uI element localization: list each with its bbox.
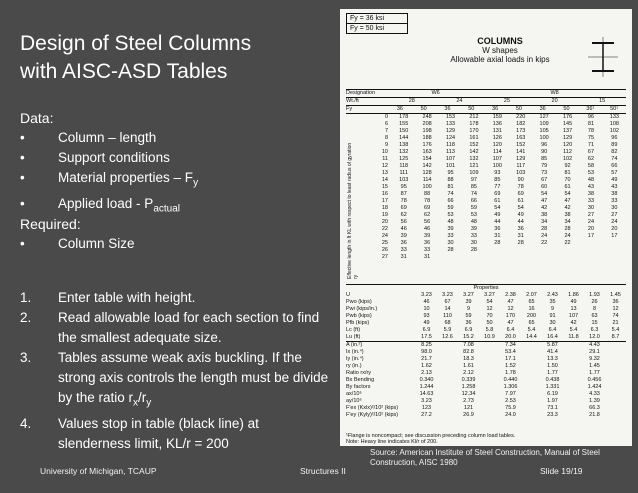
caption-title: COLUMNS — [477, 36, 523, 46]
steps-section — [20, 288, 332, 454]
property-row: U 3.23 3.23 3.27 3.27 2.38 2.07 2.43 1.86 1.93 1.45 — [346, 292, 621, 298]
property-row: Lu (ft) 17.5 12.6 15.2 10.9 20.0 14.4 16.4 11.8 12.0 8.7 — [346, 334, 620, 340]
table-row: 9 138 176 118 152 120 152 96 120 71 89 — [384, 142, 618, 148]
pactual-subscript: actual — [153, 203, 180, 215]
fy-50: Fy = 50 ksi — [350, 25, 385, 32]
designation-row: Designation W6 W8 — [346, 89, 626, 97]
table-row: 16 87 88 74 74 69 69 54 54 38 38 — [381, 191, 618, 197]
data-item: • Applied load - $P_{actual}$ — [20, 195, 180, 215]
table-row: 11 125 154 107 132 107 129 85 102 62 74 — [382, 156, 618, 162]
load-grid — [346, 89, 626, 261]
property-row: Pfb (kips) 49 68 36 50 47 65 30 42 15 21 — [346, 320, 619, 326]
data-item: • Material properties – $F_y$ — [20, 170, 199, 189]
table-row: 12 118 142 101 121 100 117 79 92 58 66 — [381, 163, 618, 169]
required-item: • Column Size — [20, 236, 135, 251]
property-row: ax/10⁶ 14.63 12.34 7.97 6.19 4.33 — [346, 391, 600, 397]
source-citation: Source: American Institute of Steel Construction, Manual of Steel Construction, AISC 1980 — [370, 448, 600, 467]
property-row: Pwb (kips) 93 110 59 70 170 200 91 107 63 74 — [346, 313, 619, 319]
data-item: • Column – length — [20, 130, 157, 145]
table-notes — [346, 433, 515, 445]
note-heavy-line: Note: Heavy line indicates Kl/r of 200. — [346, 439, 438, 445]
table-row: 27 31 31 — [381, 254, 431, 260]
property-row: Pwi (kips/in.) 10 14 9 12 12 16 9 13 8 12 — [346, 306, 619, 312]
side-label: Effective length in ft KL with respect to least radius of gyration ry — [347, 142, 359, 279]
table-row: 6 155 208 133 178 136 182 109 145 81 108 — [384, 121, 619, 127]
required-label: Required: — [20, 216, 81, 232]
properties-label: Properties — [346, 284, 626, 292]
fy-subscript: y — [193, 177, 199, 189]
slide-title — [20, 30, 340, 86]
slide-title-line2: with AISC-ASD Tables — [20, 60, 228, 83]
table-row: 7 150 198 129 170 131 173 105 137 78 102 — [384, 128, 619, 134]
table-row: 20 56 56 48 48 44 44 34 34 24 24 — [381, 219, 618, 225]
wide-flange-section-icon — [588, 37, 618, 77]
table-row: 14 103 114 88 97 85 90 67 70 48 49 — [381, 177, 618, 183]
table-caption — [440, 37, 560, 64]
property-row: By factors 1.244 1.258 1.306 1.331 1.424 — [346, 384, 602, 390]
slide-title-line1: Design of Steel Columns — [20, 32, 252, 55]
column-load-table — [340, 9, 632, 446]
table-row: 8 144 188 124 161 126 163 100 129 75 96 — [384, 135, 618, 141]
step-item: 1. Enter table with height. — [20, 290, 196, 305]
data-section — [20, 108, 320, 219]
property-row: Iy (in.⁴) 21.7 18.3 17.1 13.3 9.32 — [346, 356, 600, 362]
property-row: F'ex (Kxlx)²/10² (kips) 123 121 75.9 73.1 66.3 — [346, 405, 600, 411]
fy-36: Fy = 36 ksi — [347, 14, 407, 24]
properties-grid — [346, 284, 626, 419]
table-row: 10 132 163 113 142 114 141 90 112 67 82 — [381, 149, 618, 155]
data-label: Data: — [20, 110, 54, 126]
property-row: ry (in.) 1.62 1.61 1.52 1.50 1.45 — [346, 363, 600, 369]
table-row: 13 111 128 95 109 93 103 73 81 53 57 — [381, 170, 618, 176]
step-item: 3. Tables assume weak axis buckling. If the strong axis controls the length must be divide by the ratio $r_x/r_y$ — [20, 350, 329, 409]
fy-box — [346, 13, 408, 34]
step-item: 2. Read allowable load for each section to find the smallest adequate size. — [20, 310, 320, 345]
table-row: 19 62 62 53 53 49 49 38 38 27 27 — [381, 212, 618, 218]
property-row: Ratio rx/ry 2.13 2.12 1.78 1.77 1.77 — [346, 370, 600, 376]
table-row: 26 33 33 28 28 — [381, 247, 477, 253]
caption-desc: Allowable axial loads in kips — [450, 55, 550, 64]
table-row: 15 95 100 81 85 77 78 60 61 43 43 — [381, 184, 618, 190]
property-row: ay/10⁶ 3.23 2.73 2.53 1.97 1.39 — [346, 398, 600, 404]
footer-center: Structures II — [300, 466, 346, 476]
step-item: 4. Values stop in table (black line) at slenderness limit, KL/r = 200 — [20, 415, 259, 451]
footer-right: Slide 19/19 — [540, 466, 583, 476]
required-section — [20, 214, 320, 254]
table-row: 22 46 46 39 39 36 36 28 28 20 20 — [381, 226, 618, 232]
property-row: Pwo (kips) 46 67 39 54 47 65 35 49 26 36 — [346, 299, 619, 305]
fy-row: Fy 36 50 36 50 36 50 36 50 36¹ 50¹ — [346, 105, 626, 113]
property-row: A (in.²) 8.25 7.08 7.34 5.87 4.43 — [346, 341, 626, 349]
table-row: 17 78 78 66 66 61 61 47 47 33 33 — [381, 198, 618, 204]
caption-sub: W shapes — [482, 46, 518, 55]
data-item: • Support conditions — [20, 150, 170, 165]
property-row: F'ey (Kyly)²/10² (kips) 27.2 26.9 24.0 23.3 21.8 — [346, 412, 600, 418]
property-row: Bx Bending 0.340 0.339 0.440 0.438 0.456 — [346, 377, 602, 383]
table-row: 25 36 36 30 30 28 28 22 22 — [381, 240, 571, 246]
note-flange: ¹Flange is noncompact; see discussion preceding column load tables. — [346, 433, 516, 439]
property-row: Lc (ft) 6.9 5.9 6.9 5.8 6.4 5.4 6.4 5.4 6.3 5.4 — [346, 327, 620, 333]
property-row: Ix (in.⁴) 98.0 82.8 53.4 41.4 29.1 — [346, 349, 600, 355]
table-row: 24 39 39 33 33 31 31 24 24 17 17 — [381, 233, 618, 239]
weight-row: Wt./ft 28 24 25 20 15 — [346, 97, 626, 105]
footer-left: University of Michigan, TCAUP — [40, 466, 157, 476]
table-row: 18 69 69 59 59 54 54 42 42 30 30 — [381, 205, 618, 211]
table-row: 0 178 248 153 212 159 220 127 176 96 133 — [346, 113, 626, 121]
